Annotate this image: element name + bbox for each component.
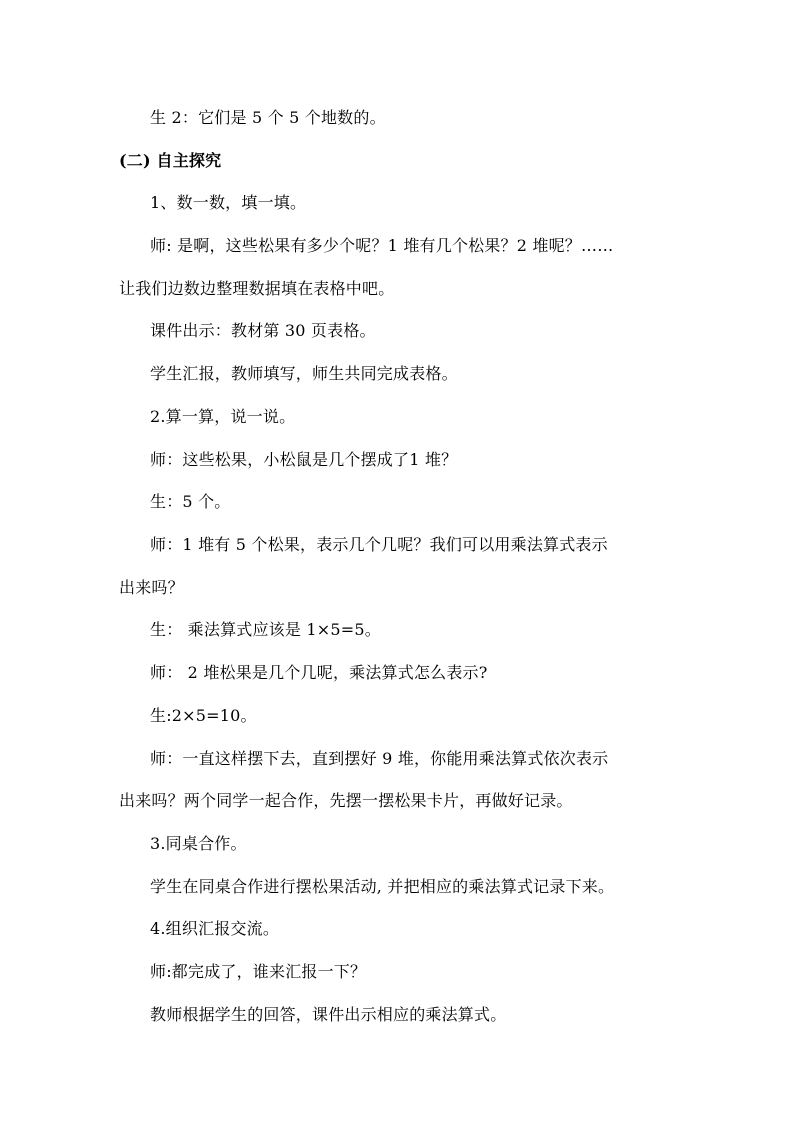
paragraph-line: 课件出示：教材第 30 页表格。 <box>150 321 376 340</box>
paragraph-line: 出来吗？两个同学一起合作，先摆一摆松果卡片，再做好记录。 <box>119 791 573 810</box>
subsection-heading: 1、数一数，填一填。 <box>150 193 307 212</box>
paragraph-line: 师： 2 堆松果是几个几呢，乘法算式怎么表示? <box>150 663 488 682</box>
paragraph-line: 教师根据学生的回答，课件出示相应的乘法算式。 <box>150 1005 507 1024</box>
paragraph-line: 师:都完成了，谁来汇报一下？ <box>150 962 367 981</box>
paragraph-line: 学生在同桌合作进行摆松果活动, 并把相应的乘法算式记录下来。 <box>150 877 615 896</box>
subsection-heading: 4.组织汇报交流。 <box>150 919 280 938</box>
paragraph-line: 出来吗？ <box>119 578 184 597</box>
subsection-heading: 2.算一算，说一说。 <box>150 407 296 426</box>
paragraph-line: 学生汇报，教师填写，师生共同完成表格。 <box>150 364 458 383</box>
paragraph-line: 师：这些松果，小松鼠是几个摆成了1 堆？ <box>150 450 458 469</box>
section-heading: (二) 自主探究 <box>119 151 222 170</box>
paragraph-line: 师：1 堆有 5 个松果，表示几个几呢？我们可以用乘法算式表示 <box>150 535 608 554</box>
paragraph-line: 生 2：它们是 5 个 5 个地数的。 <box>150 108 386 127</box>
paragraph-line: 生：5 个。 <box>150 492 231 511</box>
subsection-heading: 3.同桌合作。 <box>150 834 247 853</box>
paragraph-line: 生： 乘法算式应该是 1×5=5。 <box>150 620 381 639</box>
paragraph-line: 师: 是啊，这些松果有多少个呢？1 堆有几个松果？2 堆呢？…… <box>150 236 614 255</box>
paragraph-line: 师：一直这样摆下去，直到摆好 9 堆，你能用乘法算式依次表示 <box>150 749 609 768</box>
paragraph-line: 生:2×5=10。 <box>150 706 257 725</box>
paragraph-line: 让我们边数边整理数据填在表格中吧。 <box>119 279 395 298</box>
